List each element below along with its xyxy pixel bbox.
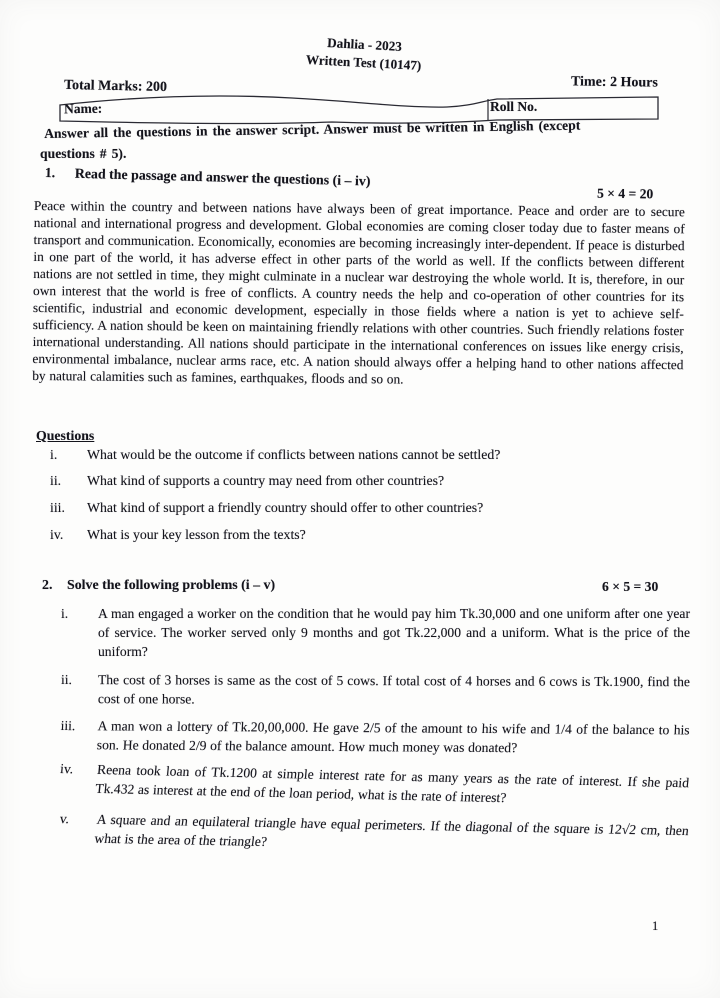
reading-passage: Peace within the country and between nations have always been of great importance. Peace and order are to secure national and international progress and development. Global economies are coming closer today due to faster means of transport and communication. Economically, economies are becoming increasingly inter-dependent. If peace is disturbed in one part of the world, it has adverse effect in other parts of the world as well. If the conflicts between different nations are not settled in time, they might culminate in a nuclear war destroying the whole world. It is, therefore, in our own interest that the world is free of conflicts. A country needs the help and co-operation of other countries for its scientific, industrial and economic development, especially in those fields where a nation is yet to achieve self-sufficiency. A nation should be keen on maintaining friendly relations with other countries. Such friendly relations foster international understanding. All nations should participate in the international conferences on issues like energy crisis, environmental imbalance, nuclear arms race, etc. A nation should always offer a helping hand to other nations affected by natural calamities such as famines, earthquakes, floods and so on. xyxy=(32,197,685,387)
questions-label: Questions xyxy=(36,428,95,443)
problem-row-v xyxy=(53,810,690,860)
question-number: i. xyxy=(50,447,58,462)
question-row-ii xyxy=(50,473,675,489)
section2-number: 2. xyxy=(42,578,53,593)
roll-no-label: Roll No. xyxy=(490,99,538,114)
section2-marks: 6 × 5 = 30 xyxy=(602,579,659,594)
problem-number: ii. xyxy=(60,672,72,688)
page-number: 1 xyxy=(652,919,659,933)
problem-text: The cost of 3 horses is same as the cost of 5 cows. If total cost of 4 horses and 6 cows is Tk.1900, find the cost of one horse. xyxy=(97,672,690,707)
question-text: What kind of support a friendly country should offer to other countries? xyxy=(87,500,484,515)
section2-heading-text: Solve the following problems (i – v) xyxy=(67,578,276,593)
instruction-line2: questions # 5). xyxy=(40,146,127,161)
section1-marks: 5 × 4 = 20 xyxy=(596,185,654,202)
instruction-line1: Answer all the questions in the answer script. Answer must be written in English (except xyxy=(44,117,581,141)
name-label: Name: xyxy=(63,100,103,117)
exam-title xyxy=(248,30,480,78)
section1-heading-text: Read the passage and answer the questions (i – iv) xyxy=(74,166,371,190)
question-text: What kind of supports a country may need from other countries? xyxy=(87,473,445,488)
time-allowed: Time: 2 Hours xyxy=(570,74,658,91)
problem-number: v. xyxy=(59,811,71,827)
question-row-i xyxy=(50,447,675,463)
problem-row-i xyxy=(58,605,690,661)
question-number: iv. xyxy=(50,527,64,542)
problem-text: A square and an equilateral triangle have equal perimeters. If the diagonal of the square is 12√2 cm, then what is the area of the triangle? xyxy=(93,811,690,849)
section1-number: 1. xyxy=(44,166,56,182)
problem-text: A man engaged a worker on the condition that he would pay him Tk.30,000 and one uniform after one year of service. The worker served only 9 months and got Tk.22,000 and a uniform. What is the price of the uniform? xyxy=(98,606,690,659)
problem-number: i. xyxy=(61,606,69,621)
question-text: What would be the outcome if conflicts between nations cannot be settled? xyxy=(87,447,501,462)
question-row-iv xyxy=(50,527,675,543)
exam-title-line2: Written Test (10147) xyxy=(305,51,422,73)
question-number: iii. xyxy=(50,500,65,515)
question-number: ii. xyxy=(50,473,62,488)
problem-row-iii xyxy=(56,717,690,759)
problem-text: A man won a lottery of Tk.20,00,000. He gave 2/5 of the amount to his wife and 1/4 of the balance to his son. He donated 2/9 of the balance amount. How much money was donated? xyxy=(96,718,690,756)
section2-heading xyxy=(42,578,275,594)
problem-text: Reena took loan of Tk.1200 at simple interest rate for as many years as the rate of interest. If she paid Tk.432 as interest at the end of the loan period, what is the rate of interest? xyxy=(94,761,690,805)
problem-row-ii xyxy=(58,671,690,711)
section1-heading xyxy=(45,166,371,191)
problem-number: iv. xyxy=(59,761,74,777)
total-marks: Total Marks: 200 xyxy=(63,77,168,96)
question-row-iii xyxy=(50,500,675,516)
problem-row-iv xyxy=(55,760,690,812)
exam-title-line1: Dahlia - 2023 xyxy=(326,35,403,54)
problem-number: iii. xyxy=(60,718,76,734)
question-text: What is your key lesson from the texts? xyxy=(87,527,306,542)
